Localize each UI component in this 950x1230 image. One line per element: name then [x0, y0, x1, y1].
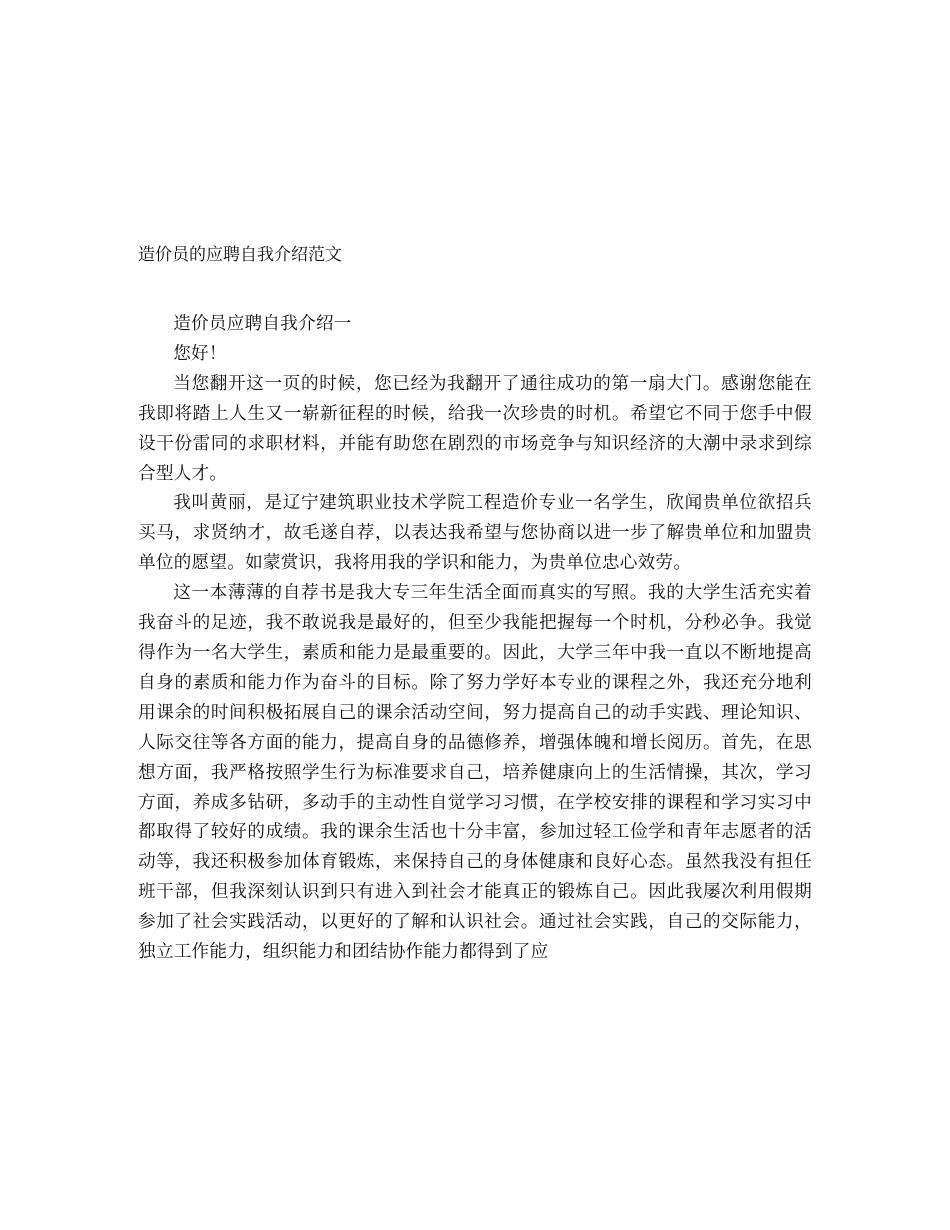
paragraph: 当您翻开这一页的时候，您已经为我翻开了通往成功的第一扇大门。感谢您能在我即将踏上人生又一崭新征程的时候，给我一次珍贵的时机。希望它不同于您手中假设干份雷同的求职材料，并能有助您在剧烈的市场竞争与知识经济的大潮中录求到综合型人才。	[138, 373, 812, 484]
paragraph: 我叫黄丽，是辽宁建筑职业技术学院工程造价专业一名学生，欣闻贵单位欲招兵买马，求贤纳才，故毛遂自荐，以表达我希望与您协商以进一步了解贵单位和加盟贵单位的愿望。如蒙赏识，我将用我的学识和能力，为贵单位忠心效劳。	[138, 493, 812, 574]
document-title: 造价员的应聘自我介绍范文	[138, 245, 342, 265]
document-body	[138, 310, 812, 968]
greeting: 您好！	[173, 343, 227, 364]
document-page	[138, 0, 812, 1230]
paragraph: 这一本薄薄的自荐书是我大专三年生活全面而真实的写照。我的大学生活充实着我奋斗的足迹，我不敢说我是最好的，但至少我能把握每一个时机，分秒必争。我觉得作为一名大学生，素质和能力是最重要的。因此，大学三年中我一直以不断地提高自身的素质和能力作为奋斗的目标。除了努力学好本专业的课程之外，我还充分地利用课余的时间积极拓展自己的课余活动空间，努力提高自己的动手实践、理论知识、人际交往等各方面的能力，提高自身的品德修养，增强体魄和增长阅历。首先，在思想方面，我严格按照学生行为标准要求自己，培养健康向上的生活情操，其次，学习方面，养成多钻研，多动手的主动性自觉学习习惯，在学校安排的课程和学习实习中都取得了较好的成绩。我的课余生活也十分丰富，参加过轻工俭学和青年志愿者的活动等，我还积极参加体育锻炼，来保持自己的身体健康和良好心态。虽然我没有担任班干部，但我深刻认识到只有进入到社会才能真正的锻炼自己。因此我屡次利用假期参加了社会实践活动，以更好的了解和认识社会。通过社会实践，自己的交际能力，独立工作能力，组织能力和团结协作能力都得到了应	[138, 583, 812, 963]
section-heading: 造价员应聘自我介绍一	[173, 314, 352, 334]
